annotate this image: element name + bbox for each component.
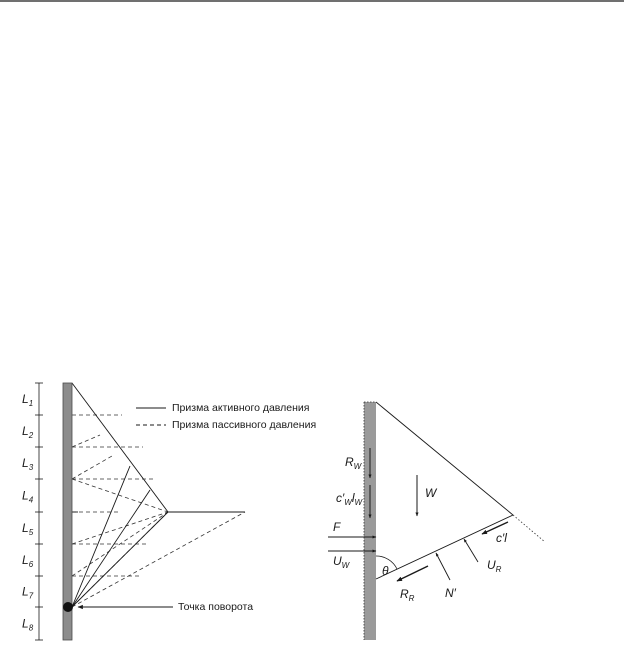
segment-label: $L_3$	[22, 456, 34, 472]
uw-label: $U_W$	[333, 554, 350, 570]
segment-label: $L_7$	[22, 584, 34, 601]
rr-label: $R_R$	[400, 587, 415, 603]
left-wall	[63, 383, 72, 640]
passive-prism-lines	[72, 415, 245, 607]
n-label: N′	[445, 586, 456, 600]
cw-label: $c'_Wl_W$	[336, 491, 363, 507]
cl-label: c′l	[496, 531, 507, 545]
rr-arrow	[397, 566, 428, 581]
active-prism-lines	[72, 383, 245, 607]
segment-label: $L_6$	[22, 553, 34, 569]
w-label: W	[425, 486, 437, 500]
right-diagram	[328, 402, 545, 640]
theta-label: θ	[382, 564, 389, 578]
dimension-ticks	[22, 383, 43, 640]
ur-arrow	[464, 539, 478, 562]
pivot-label: Точка поворота	[178, 601, 254, 613]
legend-active-label: Призма активного давления	[172, 402, 310, 414]
f-label: F	[333, 520, 341, 534]
segment-label: $L_1$	[22, 392, 34, 408]
legend-passive-label: Призма пассивного давления	[172, 419, 317, 431]
ur-label: $U_R$	[487, 558, 502, 574]
left-diagram	[22, 383, 316, 640]
pivot-point	[63, 602, 73, 612]
soil-wedge	[376, 402, 513, 579]
right-wall	[364, 402, 376, 640]
rw-label: $R_W$	[345, 455, 362, 471]
segment-label: $L_2$	[22, 424, 34, 440]
n-arrow	[436, 553, 450, 580]
segment-label: $L_5$	[22, 521, 34, 537]
slip-extension-dotted	[513, 515, 545, 542]
segment-label: $L_8$	[22, 616, 34, 633]
segment-label: $L_4$	[22, 488, 34, 505]
